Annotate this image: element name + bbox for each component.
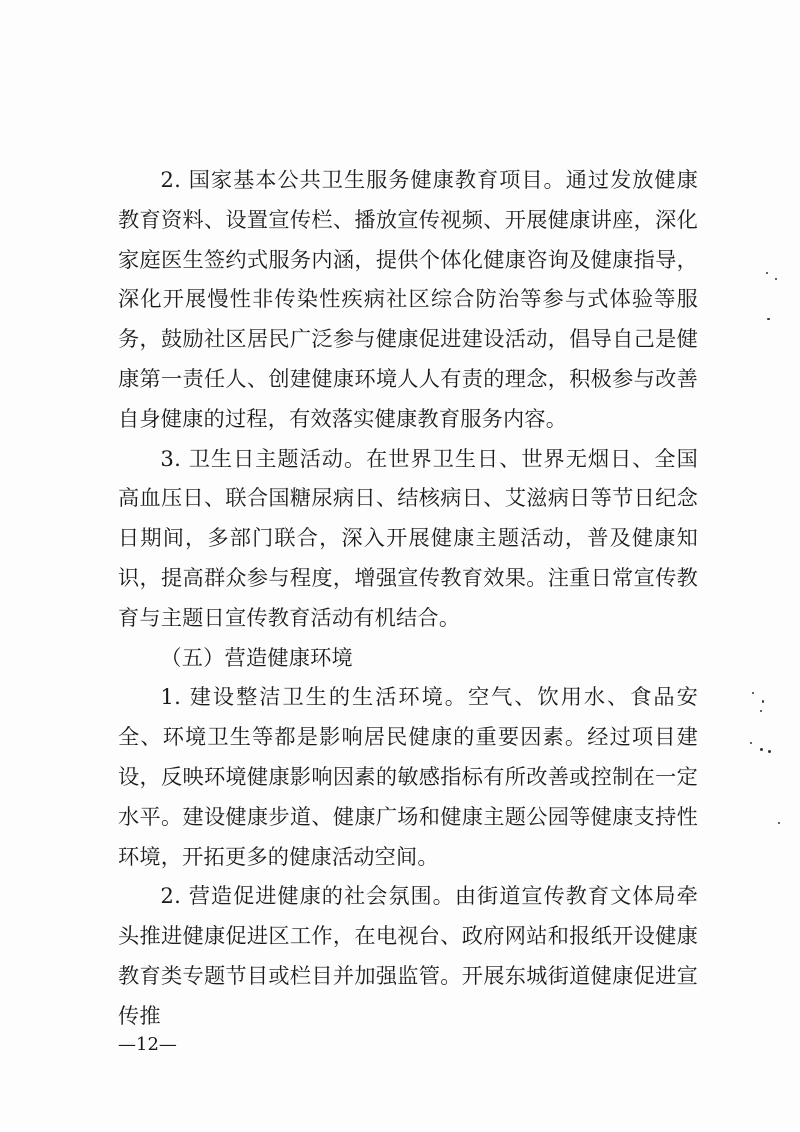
scan-speck bbox=[775, 278, 777, 280]
scan-speck bbox=[762, 700, 764, 703]
scan-speck bbox=[766, 272, 768, 274]
paragraph-social-atmosphere: 2. 营造促进健康的社会氛围。由街道宣传教育文体局牵头推进健康促进区工作，在电视台、政府网站和报纸开设健康教育类专题节目或栏目并加强监管。开展东城街道健康促进宣传推 bbox=[118, 883, 698, 1028]
section-heading-healthy-environment: （五）营造健康环境 bbox=[160, 644, 353, 670]
scan-speck bbox=[778, 822, 780, 824]
scan-speck bbox=[768, 750, 771, 753]
paragraph-health-day-activities: 3. 卫生日主题活动。在世界卫生日、世界无烟日、全国高血压日、联合国糖尿病日、结核病日、艾滋病日等节日纪念日期间，多部门联合，深入开展健康主题活动，普及健康知识，提高群众参与程度，增强宣传教育效果。注重日常宣传教育与主题日宣传教育活动有机结合。 bbox=[118, 445, 698, 630]
scan-speck bbox=[750, 742, 752, 744]
scan-speck bbox=[752, 692, 754, 694]
scan-speck bbox=[767, 318, 770, 320]
paragraph-living-environment: 1. 建设整洁卫生的生活环境。空气、饮用水、食品安全、环境卫生等都是影响居民健康的重要因素。经过项目建设，反映环境健康影响因素的敏感指标有所改善或控制在一定水平。建设健康步道、健康广场和健康主题公园等健康支持性环境，开拓更多的健康活动空间。 bbox=[118, 684, 698, 869]
paragraph-health-education-project: 2. 国家基本公共卫生服务健康教育项目。通过发放健康教育资料、设置宣传栏、播放宣传视频、开展健康讲座，深化家庭医生签约式服务内涵，提供个体化健康咨询及健康指导，深化开展慢性非传染性疾病社区综合防治等参与式体验等服务，鼓励社区居民广泛参与健康促进建设活动，倡导自己是健康第一责任人、创建健康环境人人有责的理念，积极参与改善自身健康的过程，有效落实健康教育服务内容。 bbox=[118, 167, 698, 431]
page-number: —12— bbox=[118, 1034, 177, 1055]
scan-speck bbox=[760, 710, 762, 712]
scan-speck bbox=[760, 748, 763, 751]
document-body bbox=[118, 160, 698, 1036]
